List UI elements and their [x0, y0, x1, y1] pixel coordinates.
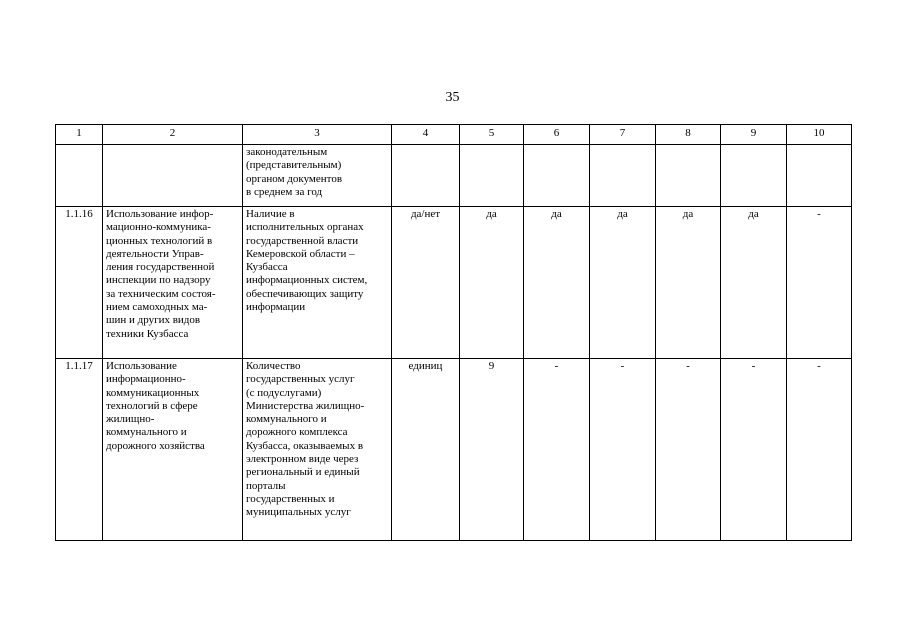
unit-cell: да/нет	[392, 207, 460, 359]
value-cell: -	[656, 359, 721, 541]
column-header: 8	[656, 125, 721, 145]
description-cell: Использование информационно- коммуникационных технологий в сфере жилищно- коммунального и дорожного хозяйства	[103, 359, 243, 541]
description-cell: Использование инфор- мационно-коммуника- ционных технологий в деятельности Управ- ления государственной инспекции по надзору за техническим состоя- нием самоходных ма- шин и других видов техники Кузбасса	[103, 207, 243, 359]
value-cell: да	[590, 207, 656, 359]
table-row	[56, 207, 852, 359]
value-cell: -	[787, 359, 852, 541]
value-cell: да	[524, 207, 590, 359]
column-header: 7	[590, 125, 656, 145]
column-header: 4	[392, 125, 460, 145]
column-header: 6	[524, 125, 590, 145]
row-number-cell: 1.1.16	[56, 207, 103, 359]
value-cell: 9	[460, 359, 524, 541]
data-table	[55, 124, 852, 541]
column-header: 10	[787, 125, 852, 145]
column-header: 3	[243, 125, 392, 145]
value-cell	[524, 145, 590, 207]
value-cell: -	[721, 359, 787, 541]
value-cell: -	[787, 207, 852, 359]
indicator-cell: законодательным (представительным) органом документов в среднем за год	[243, 145, 392, 207]
indicator-cell: Наличие в исполнительных органах государственной власти Кемеровской области – Кузбасса информационных систем, обеспечивающих защиту информации	[243, 207, 392, 359]
unit-cell: единиц	[392, 359, 460, 541]
table-row	[56, 145, 852, 207]
row-number-cell: 1.1.17	[56, 359, 103, 541]
column-header: 1	[56, 125, 103, 145]
value-cell	[656, 145, 721, 207]
column-header: 2	[103, 125, 243, 145]
value-cell: да	[460, 207, 524, 359]
table-row	[56, 359, 852, 541]
value-cell: -	[524, 359, 590, 541]
value-cell	[460, 145, 524, 207]
page-number: 35	[445, 90, 460, 105]
table-header-row	[56, 125, 852, 145]
column-header: 5	[460, 125, 524, 145]
value-cell	[787, 145, 852, 207]
value-cell	[721, 145, 787, 207]
row-number-cell	[56, 145, 103, 207]
value-cell: да	[721, 207, 787, 359]
value-cell: да	[656, 207, 721, 359]
value-cell	[590, 145, 656, 207]
description-cell	[103, 145, 243, 207]
column-header: 9	[721, 125, 787, 145]
indicator-cell: Количество государственных услуг (с подуслугами) Министерства жилищно- коммунального и дорожного комплекса Кузбасса, оказываемых в электронном виде через региональный и единый порталы государственных и муниципальных услуг	[243, 359, 392, 541]
value-cell: -	[590, 359, 656, 541]
unit-cell	[392, 145, 460, 207]
